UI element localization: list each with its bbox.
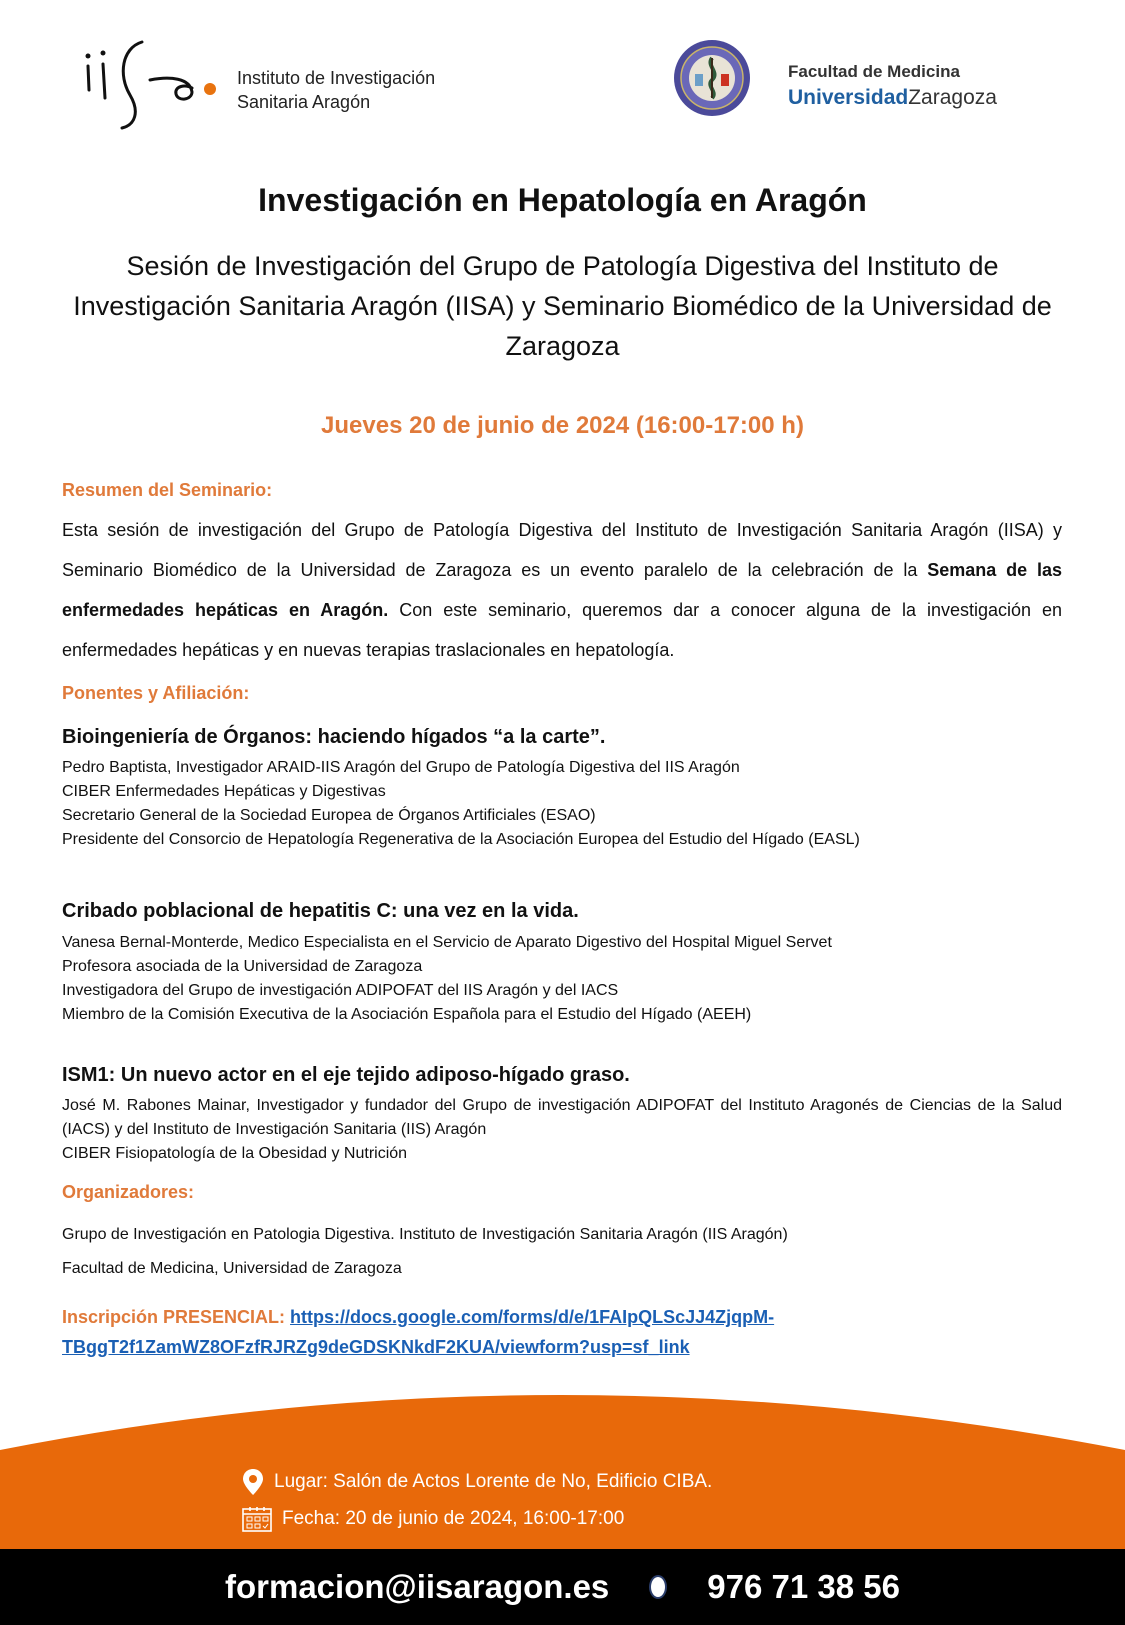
- affiliation-line: CIBER Enfermedades Hepáticas y Digestivas: [62, 783, 386, 800]
- unizar-logo: [668, 38, 1028, 118]
- affiliation-line: CIBER Fisiopatología de la Obesidad y Nutrición: [62, 1145, 408, 1162]
- faculty-seal-icon: [668, 38, 760, 118]
- fecha-text: Fecha: 20 de junio de 2024, 16:00-17:00: [282, 1508, 625, 1529]
- affiliation-line: Secretario General de la Sociedad Europea de Órganos Artificiales (ESAO): [62, 807, 596, 824]
- resumen-text-before: Esta sesión de investigación del Grupo de Patología Digestiva del Instituto de Investigación Sanitaria Aragón (IISA) y Seminario Biomédico de la Universidad de Zaragoza es un evento paralelo de la celebración de la: [62, 520, 1062, 580]
- organizadores-list: [62, 1218, 1062, 1286]
- resumen-text-after: Con este seminario, queremos dar a conocer alguna de la investigación en enfermedades hepáticas y en nuevas terapias traslacionales en hepatología.: [62, 600, 1063, 660]
- ponentes-heading: Ponentes y Afiliación:: [62, 683, 250, 703]
- contact-email[interactable]: formacion@iisaragon.es: [225, 1568, 610, 1605]
- talk-affiliations: [62, 931, 1062, 1027]
- affiliation-line: José M. Rabones Mainar, Investigador y fundador del Grupo de investigación ADIPOFAT del Instituto Aragonés de Ciencias de la Salud (IACS) y del Instituto de Investigación Sanitaria (IIS) Aragón: [62, 1097, 1062, 1138]
- venue-text: Lugar: Salón de Actos Lorente de No, Edificio CIBA.: [274, 1471, 713, 1492]
- calendar-icon: [242, 1506, 272, 1532]
- inscription-link[interactable]: https://docs.google.com/forms/d/e/1FAIpQLScJJ4ZjqpM-TBggT2f1ZamWZ8OFzfRJRZg9deGDSKNkdF2KUA/viewform?usp=sf_link: [62, 1307, 775, 1357]
- talk-affiliations: [62, 1094, 1062, 1166]
- talk-affiliations: [62, 756, 1062, 852]
- iisa-logo-text: [237, 66, 435, 114]
- organizer-item: Facultad de Medicina, Universidad de Zaragoza: [62, 1260, 402, 1277]
- iisa-logo: [80, 40, 480, 135]
- inscription-label: Inscripción PRESENCIAL:: [62, 1307, 291, 1327]
- bullet-separator-icon: [649, 1575, 667, 1599]
- map-pin-icon: [242, 1468, 264, 1496]
- page-title: Investigación en Hepatología en Aragón: [258, 182, 867, 218]
- date-line-footer: [242, 1506, 624, 1532]
- resumen-heading: Resumen del Seminario:: [62, 480, 273, 500]
- university-name-regular: Zaragoza: [908, 86, 997, 109]
- talk-title: ISM1: Un nuevo actor en el eje tejido adiposo-hígado graso.: [62, 1064, 630, 1086]
- affiliation-line: Pedro Baptista, Investigador ARAID-IIS Aragón del Grupo de Patología Digestiva del IIS Aragón: [62, 759, 740, 776]
- faculty-name: Facultad de Medicina: [788, 62, 960, 81]
- affiliation-line: Investigadora del Grupo de investigación ADIPOFAT del IIS Aragón y del IACS: [62, 982, 619, 999]
- organizer-item: Grupo de Investigación en Patologia Digestiva. Instituto de Investigación Sanitaria Aragón (IIS Aragón): [62, 1226, 788, 1243]
- university-name-bold: Universidad: [788, 86, 909, 109]
- affiliation-line: Miembro de la Comisión Executiva de la Asociación Española para el Estudio del Hígado (AEEH): [62, 1006, 752, 1023]
- contact-phone[interactable]: 976 71 38 56: [707, 1568, 900, 1605]
- resumen-text-bold: Semana de las enfermedades hepáticas en Aragón.: [62, 560, 1062, 620]
- university-name: [788, 86, 997, 110]
- event-date: Jueves 20 de junio de 2024 (16:00-17:00 h): [321, 412, 804, 439]
- inscription: [62, 1302, 1062, 1362]
- iisa-logo-line1: Instituto de Investigación: [237, 68, 436, 88]
- resumen-body: [62, 510, 1062, 670]
- venue-line: [242, 1468, 712, 1496]
- affiliation-line: Profesora asociada de la Universidad de Zaragoza: [62, 958, 423, 975]
- affiliation-line: Presidente del Consorcio de Hepatología Regenerativa de la Asociación Europea del Estudio del Hígado (EASL): [62, 831, 860, 848]
- contact-info: [0, 1549, 1125, 1625]
- iisa-logo-mark-icon: [80, 40, 230, 135]
- page-subtitle: Sesión de Investigación del Grupo de Patología Digestiva del Instituto de Investigación Sanitaria Aragón (IISA) y Seminario Biomédico de la Universidad de Zaragoza: [73, 251, 1052, 361]
- organizadores-heading: Organizadores:: [62, 1182, 195, 1202]
- talk-title: Bioingeniería de Órganos: haciendo hígados “a la carte”.: [62, 726, 606, 748]
- iisa-logo-line2: Sanitaria Aragón: [237, 92, 371, 112]
- talk-title: Cribado poblacional de hepatitis C: una vez en la vida.: [62, 900, 579, 922]
- affiliation-line: Vanesa Bernal-Monterde, Medico Especialista en el Servicio de Aparato Digestivo del Hospital Miguel Servet: [62, 934, 832, 951]
